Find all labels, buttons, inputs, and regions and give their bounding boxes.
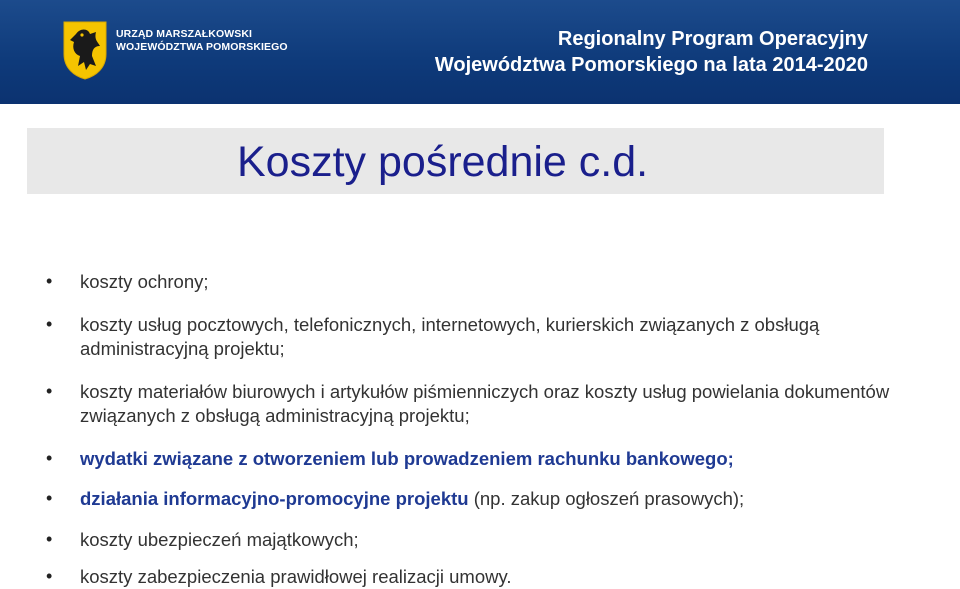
list-item-emphasis: działania informacyjno-promocyjne projektu [80, 488, 469, 509]
program-line-2: Województwa Pomorskiego na lata 2014-2020 [434, 54, 868, 76]
list-item-text: koszty ochrony; [80, 271, 209, 292]
list-item [80, 487, 900, 511]
list-item-text: koszty materiałów biurowych i artykułów piśmienniczych oraz koszty usług powielania dokumentów związanych z obsługą administracyjną projektu; [80, 381, 890, 426]
list-item [80, 380, 900, 427]
list-item [80, 447, 900, 471]
list-item [80, 565, 900, 589]
header-banner [0, 0, 960, 104]
list-item-text: (np. zakup ogłoszeń prasowych); [468, 488, 745, 509]
list-item [80, 313, 900, 360]
list-item-text: koszty ubezpieczeń majątkowych; [80, 529, 359, 550]
program-title [308, 26, 868, 78]
office-logo-text [116, 28, 288, 54]
list-item [80, 270, 900, 294]
list-item-text: koszty zabezpieczenia prawidłowej realizacji umowy. [80, 566, 512, 587]
list-item-emphasis: wydatki związane z otworzeniem lub prowadzeniem rachunku bankowego; [80, 448, 734, 469]
slide-title: Koszty pośrednie c.d. [237, 138, 649, 186]
griffin-crest-icon [62, 20, 108, 80]
list-item [80, 528, 900, 552]
logo-line-1: URZĄD MARSZAŁKOWSKI [116, 28, 253, 40]
program-line-1: Regionalny Program Operacyjny [557, 28, 868, 50]
title-bar [27, 128, 884, 194]
logo-line-2: WOJEWÓDZTWA POMORSKIEGO [116, 41, 288, 53]
list-item-text: koszty usług pocztowych, telefonicznych, internetowych, kurierskich związanych z obsługą administracyjną projektu; [80, 314, 820, 359]
